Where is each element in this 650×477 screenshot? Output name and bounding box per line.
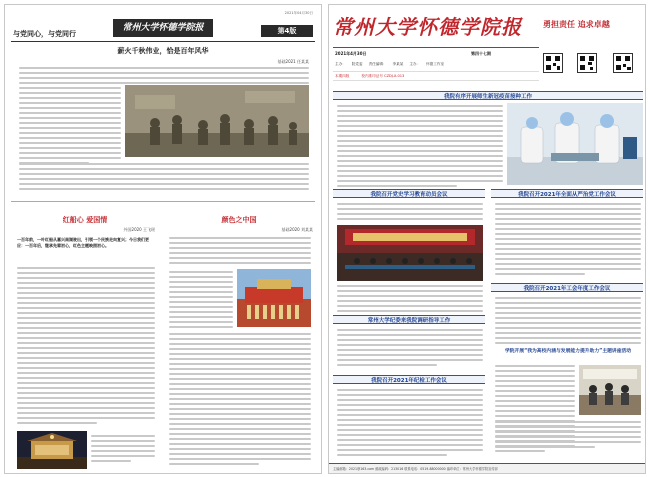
- qr-code-1-icon: [543, 53, 563, 73]
- left-date: 2021年04月30日: [284, 11, 313, 15]
- top-article-title: 薪火千秋伟业，恰是百年风华: [117, 47, 209, 55]
- monument-photo: [17, 431, 87, 469]
- info-host-value: 院党委: [351, 61, 363, 66]
- left-header: [13, 9, 313, 45]
- masthead-rule: [333, 47, 539, 48]
- info-org-label: 主办：: [409, 61, 421, 66]
- top-article-intro: [19, 67, 309, 87]
- red-boat-body: [17, 267, 155, 427]
- union-work-headline-bar: [491, 283, 643, 292]
- vaccine-body: [337, 105, 503, 190]
- vaccine-headline-bar: [333, 91, 643, 100]
- strict-party-body: [495, 203, 641, 278]
- left-page: [4, 4, 322, 474]
- red-boat-byline: 外国2020 王飞瑶: [123, 227, 155, 232]
- info-row-1: [333, 57, 539, 71]
- lecture-headline: 学院开展“我为高校内涵与发展能力提升助力”主题讲座活动: [504, 349, 632, 354]
- info-editor-value: 李某某: [392, 61, 404, 66]
- discipline-conf-body: [337, 389, 483, 459]
- red-boat-tail: [91, 435, 155, 465]
- vaccine-headline: 我院有序开展师生新冠疫苗接种工作: [443, 93, 532, 100]
- vaccination-photo: [507, 103, 643, 185]
- history-mobilization-headline-bar: [333, 189, 485, 198]
- header-rule: [11, 41, 315, 42]
- history-mobilization-body: [337, 285, 483, 315]
- history-mobilization-intro: [337, 203, 483, 223]
- info-permit: 校内准印证号 CZDJ-X-013: [361, 73, 405, 78]
- issue-number: 第四十七期: [471, 51, 491, 56]
- top-article-body: [19, 163, 309, 193]
- meeting-hall-photo: [337, 225, 483, 281]
- party-committee-headline-bar: [333, 315, 485, 324]
- union-work-body: [495, 297, 641, 347]
- history-mobilization-headline: 我院召开党史学习教育动员会议: [370, 191, 448, 198]
- info-row-2: [333, 71, 539, 81]
- strict-party-headline: 我院召开2021年全面从严治党工作会议: [518, 191, 616, 198]
- color-china-title: 颜色之中国: [221, 216, 257, 224]
- info-editor-label: 责任编辑：: [368, 61, 387, 66]
- color-china-byline: 基础2020 刘某某: [281, 227, 313, 232]
- discipline-conf-headline: 我院召开2021年纪检工作会议: [371, 377, 447, 384]
- right-page: [328, 4, 646, 474]
- section-divider: [11, 201, 315, 202]
- red-boat-title: 红船心 爱国情: [62, 216, 108, 224]
- union-work-headline: 我院召开2021年工会年度工作会议: [523, 285, 611, 292]
- info-host-label: 主办：: [335, 61, 346, 66]
- right-masthead: 常州大学怀德学院报: [333, 15, 522, 39]
- color-china-body-3: [169, 333, 311, 468]
- parade-photo: [237, 269, 311, 327]
- color-china-body-2: [169, 271, 233, 331]
- top-article-left-col: [19, 87, 121, 167]
- right-footer: 主编邮箱：2021@163.com 邮政编码：213016 联系电话：0519-88000000 编印单位：常州大学怀德学院宣传部: [329, 463, 645, 473]
- info-org-value: 怀德工作室: [426, 61, 445, 66]
- qr-code-3-icon: [613, 53, 633, 73]
- lecture-tail: [495, 421, 641, 451]
- lecture-photo: [579, 365, 641, 415]
- info-pages: 本期四版: [335, 73, 350, 78]
- left-masthead: 常州大学怀德学院报: [122, 23, 204, 33]
- left-slogan: 与党同心，与党同行: [13, 30, 76, 38]
- color-china-body-1: [169, 237, 311, 267]
- qr-code-2-icon: [577, 53, 597, 73]
- party-committee-headline: 常州大学纪委来我院调研指导工作: [367, 317, 451, 324]
- strict-party-headline-bar: [491, 189, 643, 198]
- party-committee-body: [337, 329, 483, 369]
- top-article-byline: 基础2021 任某某: [277, 59, 309, 64]
- red-boat-lead: 一百年前，一叶红船从嘉兴南湖驶出，引领一个民族走向复兴；今日我们更应：一百年后，继承先辈初心，红色主题映照初心。: [17, 237, 149, 248]
- discipline-conf-headline-bar: [333, 375, 485, 384]
- issue-date: 2021年4月30日: [335, 51, 367, 56]
- historical-photo: [125, 85, 309, 157]
- right-slogan: 勇担责任 追求卓越: [543, 20, 610, 29]
- page-number-badge: 第4版: [261, 25, 313, 37]
